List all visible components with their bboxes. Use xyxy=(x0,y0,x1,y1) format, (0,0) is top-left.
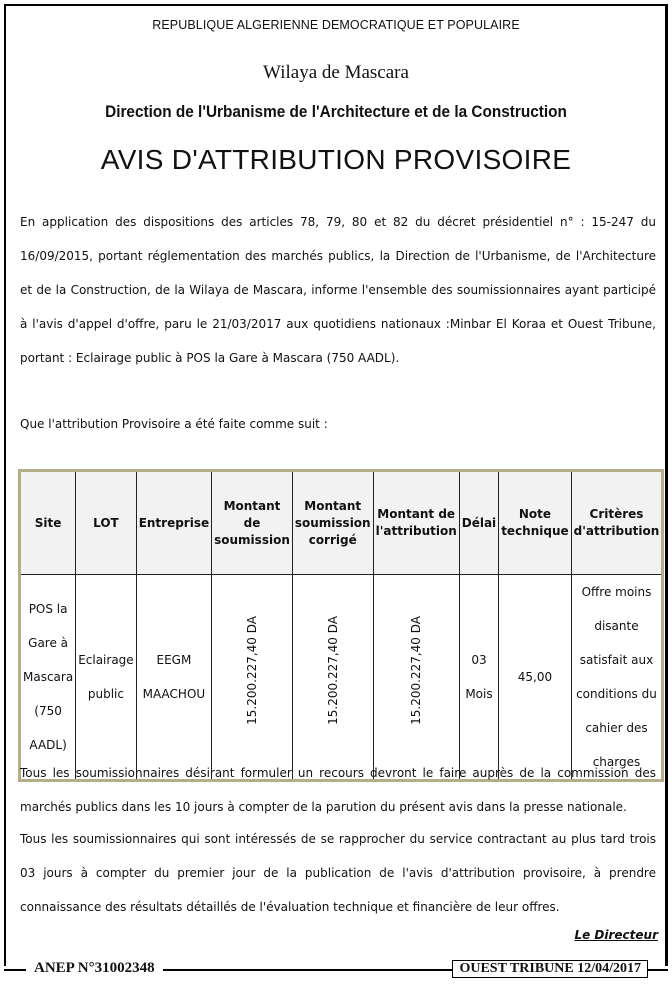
montant-soumission-value: 15.200.227,40 DA xyxy=(244,616,259,725)
header-entreprise: Entreprise xyxy=(136,471,211,575)
cell-entreprise: EEGM MAACHOU xyxy=(136,575,211,781)
header-montant-corrige: Montant soumission corrigé xyxy=(292,471,373,575)
attribution-intro: Que l'attribution Provisoire a été faite comme suit : xyxy=(20,417,328,431)
cell-note: 45,00 xyxy=(499,575,571,781)
header-note: Note technique xyxy=(499,471,571,575)
cell-montant-soumission xyxy=(212,575,293,781)
cell-site: POS la Gare à Mascara (750 AADL) xyxy=(20,575,76,781)
wilaya-name: Wilaya de Mascara xyxy=(263,62,409,83)
montant-attribution-value: 15.200.227,40 DA xyxy=(409,616,424,725)
republic-header: REPUBLIQUE ALGERIENNE DEMOCRATIQUE ET POPULAIRE xyxy=(152,18,520,32)
header-montant-soumission: Montant de soumission xyxy=(212,471,293,575)
header-criteres: Critères d'attribution xyxy=(571,471,663,575)
header-site: Site xyxy=(20,471,76,575)
montant-corrige-value: 15.200.227,40 DA xyxy=(325,616,340,725)
cell-criteres: Offre moins disante satisfait aux conditions du cahier des charges xyxy=(571,575,663,781)
cell-delai: 03 Mois xyxy=(459,575,498,781)
cell-montant-attribution xyxy=(373,575,459,781)
table-header-row xyxy=(20,471,663,575)
contact-paragraph: Tous les soumissionnaires qui sont intéressés de se rapprocher du service contractant au plus tard trois 03 jours à compter du premier jour de la publication de l'avis d'attribution provisoire, à prendre connaissance des résultats détaillés de l'évaluation technique et financière de leur offres. xyxy=(20,832,656,914)
header-montant-attribution: Montant de l'attribution xyxy=(373,471,459,575)
cell-lot: Eclairage public xyxy=(76,575,137,781)
signature: Le Directeur xyxy=(574,928,658,942)
table-row xyxy=(20,575,663,781)
header-delai: Délai xyxy=(459,471,498,575)
cell-montant-corrige xyxy=(292,575,373,781)
notice-title: AVIS D'ATTRIBUTION PROVISOIRE xyxy=(100,144,572,175)
direction-name: Direction de l'Urbanisme de l'Architecture et de la Construction xyxy=(105,103,567,121)
recours-paragraph: Tous les soumissionnaires désirant formuler un recours devront le faire auprès de la commission des marchés publics dans les 10 jours à compter de la parution du présent avis dans la presse nationale. xyxy=(20,766,656,814)
newspaper-reference: OUEST TRIBUNE 12/04/2017 xyxy=(452,960,648,978)
attribution-table xyxy=(18,469,664,782)
anep-reference: ANEP N°31002348 xyxy=(26,960,163,977)
intro-paragraph: En application des dispositions des articles 78, 79, 80 et 82 du décret présidentiel n° : 15-247 du 16/09/2015, portant réglementation des marchés publics, la Direction de l'Urbanisme, de l'Architecture et de la Construction, de la Wilaya de Mascara, informe l'ensemble des soumissionnaires ayant participé à l'avis d'appel d'offre, paru le 21/03/2017 aux quotidiens nationaux :Minbar El Koraa et Ouest Tribune, portant : Eclairage public à POS la Gare à Mascara (750 AADL). xyxy=(20,215,656,365)
header-lot: LOT xyxy=(76,471,137,575)
